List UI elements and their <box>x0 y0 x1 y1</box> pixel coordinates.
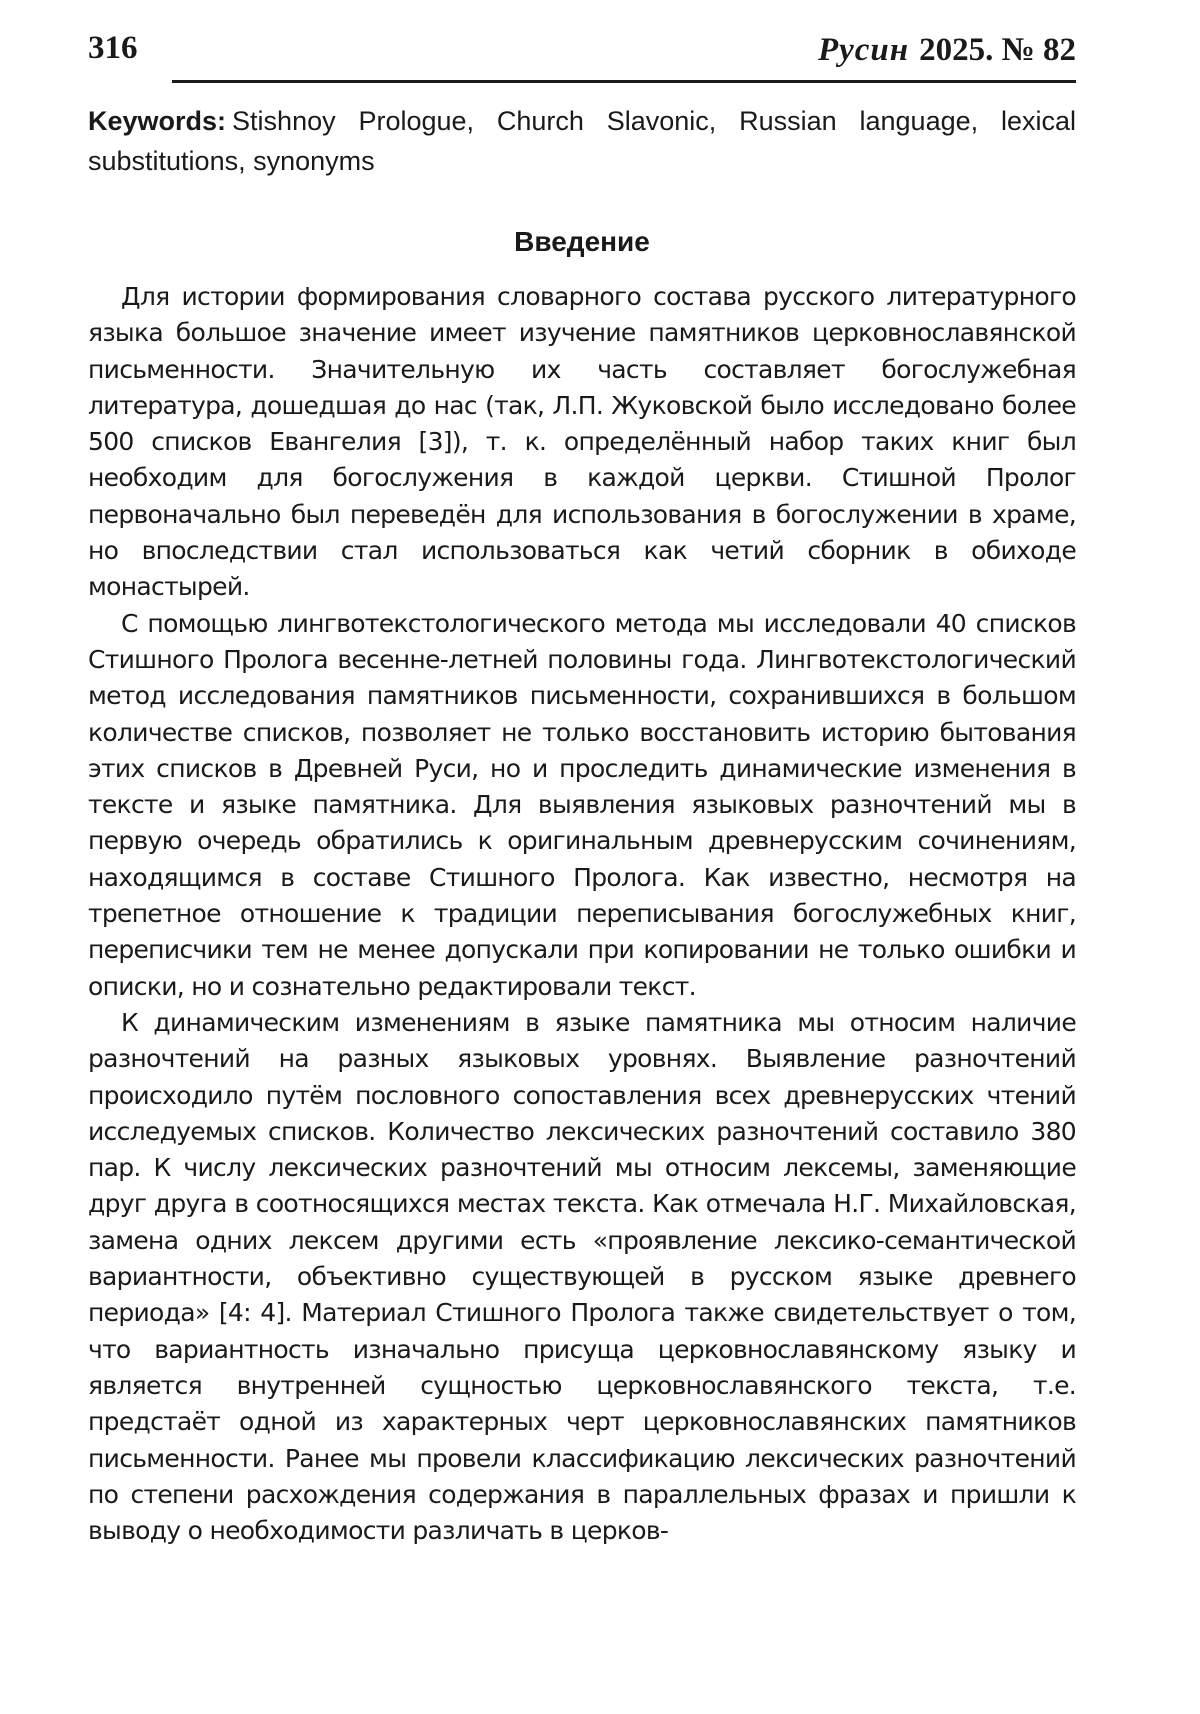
body-text <box>88 279 1076 1549</box>
journal-issue: 2025. № 82 <box>919 32 1076 68</box>
page-number: 316 <box>88 30 138 66</box>
paragraph: Для истории формирования словарного состава русского литературного языка большое значение имеет изучение памятников церковнославянской письменности. Значительную их часть составляет богослужебная литература, дошедшая до нас (так, Л.П. Жуковской было исследовано более 500 списков Евангелия [3]), т. к. определённый набор таких книг был необходим для богослужения в каждой церкви. Стишной Пролог первоначально был переведён для использования в богослужении в храме, но впоследствии стал использоваться как четий сборник в обиходе монастырей. <box>88 282 1076 602</box>
keywords-label: Keywords: <box>88 106 227 136</box>
paragraph: С помощью лингвотекстологического метода мы исследовали 40 списков Стишного Пролога весенне-летней половины года. Лингвотекстологический метод исследования памятников письменности, сохранившихся в большом количестве списков, позволяет не только восстановить историю бытования этих списков в Древней Руси, но и проследить динамические изменения в тексте и языке памятника. Для выявления языковых разночтений мы в первую очередь обратились к оригинальным древнерусским сочинениям, находящимся в составе Стишного Пролога. Как известно, несмотря на трепетное отношение к традиции переписывания богослужебных книг, переписчики тем не менее допускали при копировании не только ошибки и описки, но и сознательно редактировали текст. <box>88 608 1076 1001</box>
running-header <box>88 30 1076 83</box>
journal-name: Русин <box>817 32 910 68</box>
journal-title <box>818 32 1076 69</box>
keywords-text: Stishnoy Prologue, Church Slavonic, Russian language, lexical substitutions, synonyms <box>88 106 1076 176</box>
journal-page <box>88 30 1076 1549</box>
paragraph: К динамическим изменениям в языке памятника мы относим наличие разночтений на разных языковых уровнях. Выявление разночтений происходило путём пословного сопоставления всех древнерусских чтений исследуемых списков. Количество лексических разночтений составило 380 пар. К числу лексических разночтений мы относим лексемы, заменяющие друг друга в соотносящихся местах текста. Как отмечала Н.Г. Михайловская, замена одних лексем другими есть «проявление лексико-семантической вариантности, объективно существующей в русском языке древнего периода» [4: 4]. Материал Стишного Пролога также свидетельствует о том, что вариантность изначально присуща церковнославянскому языку и является внутренней сущностью церковнославянского текста, т.е. предстаёт одной из характерных черт церковнославянских памятников письменности. Ранее мы провели классификацию лексических разночтений по степени расхождения содержания в параллельных фразах и пришли к выводу о необходимости различать в церков- <box>88 1007 1076 1546</box>
keywords <box>88 101 1076 181</box>
section-title: Введение <box>514 226 650 257</box>
